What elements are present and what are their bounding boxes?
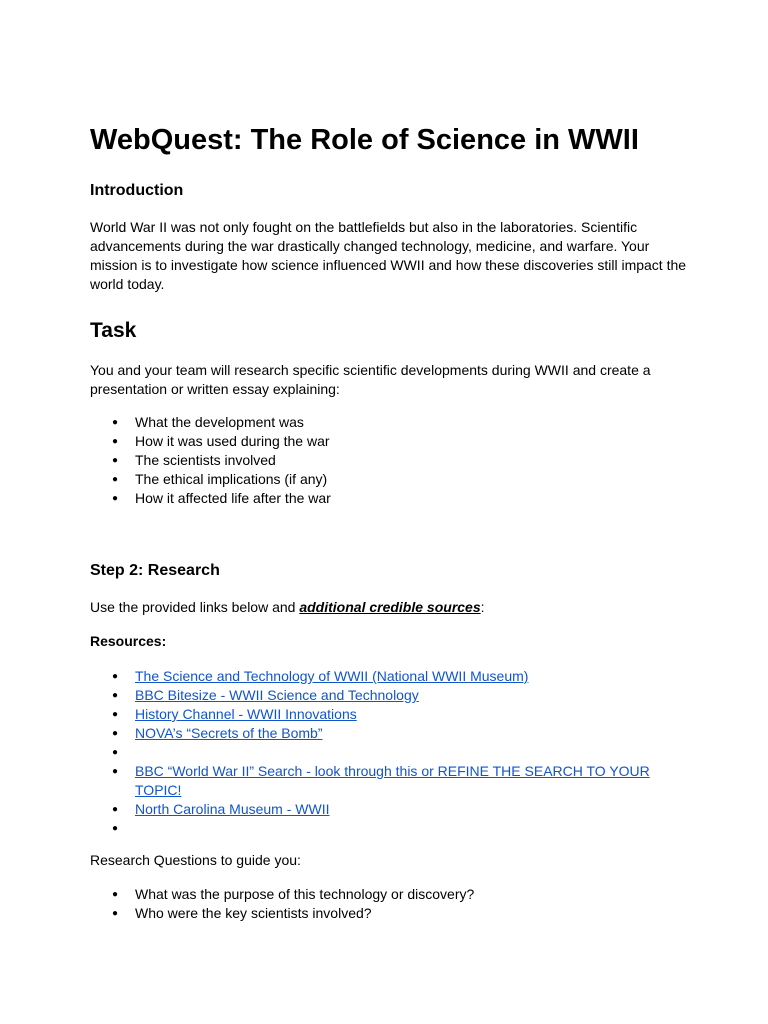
research-intro-suffix: : [480, 599, 485, 615]
research-heading: Step 2: Research [90, 562, 220, 579]
resource-item [90, 800, 690, 819]
resources-list [90, 667, 690, 838]
resource-item [90, 724, 690, 743]
resource-link-nc-museum[interactable]: North Carolina Museum - WWII [135, 801, 330, 817]
task-paragraph: You and your team will research specific scientific developments during WWII and create a presentation or written essay explaining: [90, 362, 651, 397]
questions-list [90, 885, 690, 923]
resources-label: Resources: [90, 633, 167, 649]
resource-link-history-channel[interactable]: History Channel - WWII Innovations [135, 706, 357, 722]
credible-sources-emphasis: additional credible sources [299, 599, 481, 615]
resource-item-empty [90, 743, 690, 762]
resource-link-bbc-search[interactable]: BBC “World War II” Search - look through this or REFINE THE SEARCH TO YOUR TOPIC! [135, 763, 650, 798]
resource-item-empty [90, 819, 690, 838]
introduction-heading: Introduction [90, 182, 184, 199]
list-item: ● How it was used during the war [90, 432, 690, 451]
resource-link-bbc-bitesize[interactable]: BBC Bitesize - WWII Science and Technology [135, 687, 419, 703]
resource-link-nova[interactable]: NOVA’s “Secrets of the Bomb” [135, 725, 323, 741]
resource-link-museum[interactable]: The Science and Technology of WWII (National WWII Museum) [135, 668, 529, 684]
list-item: ● What the development was [90, 413, 690, 432]
resource-item [90, 705, 690, 724]
resource-item [90, 762, 690, 800]
research-intro-prefix: Use the provided links below and [90, 599, 300, 615]
questions-label: Research Questions to guide you: [90, 852, 301, 868]
list-item: ● How it affected life after the war [90, 489, 690, 508]
list-item: ● The scientists involved [90, 451, 690, 470]
task-heading: Task [90, 319, 137, 342]
page-title: WebQuest: The Role of Science in WWII [90, 124, 639, 156]
list-item: ● The ethical implications (if any) [90, 470, 690, 489]
research-intro [90, 598, 690, 617]
resource-item [90, 667, 690, 686]
task-list [90, 413, 690, 508]
list-item: ● Who were the key scientists involved? [90, 904, 690, 923]
list-item: ● What was the purpose of this technology or discovery? [90, 885, 690, 904]
resource-item [90, 686, 690, 705]
introduction-paragraph: World War II was not only fought on the battlefields but also in the laboratories. Scientific advancements during the war drastically changed technology, medicine, and warfare. Your mission is to investigate how science influenced WWII and how these discoveries still impact the world today. [90, 219, 687, 292]
